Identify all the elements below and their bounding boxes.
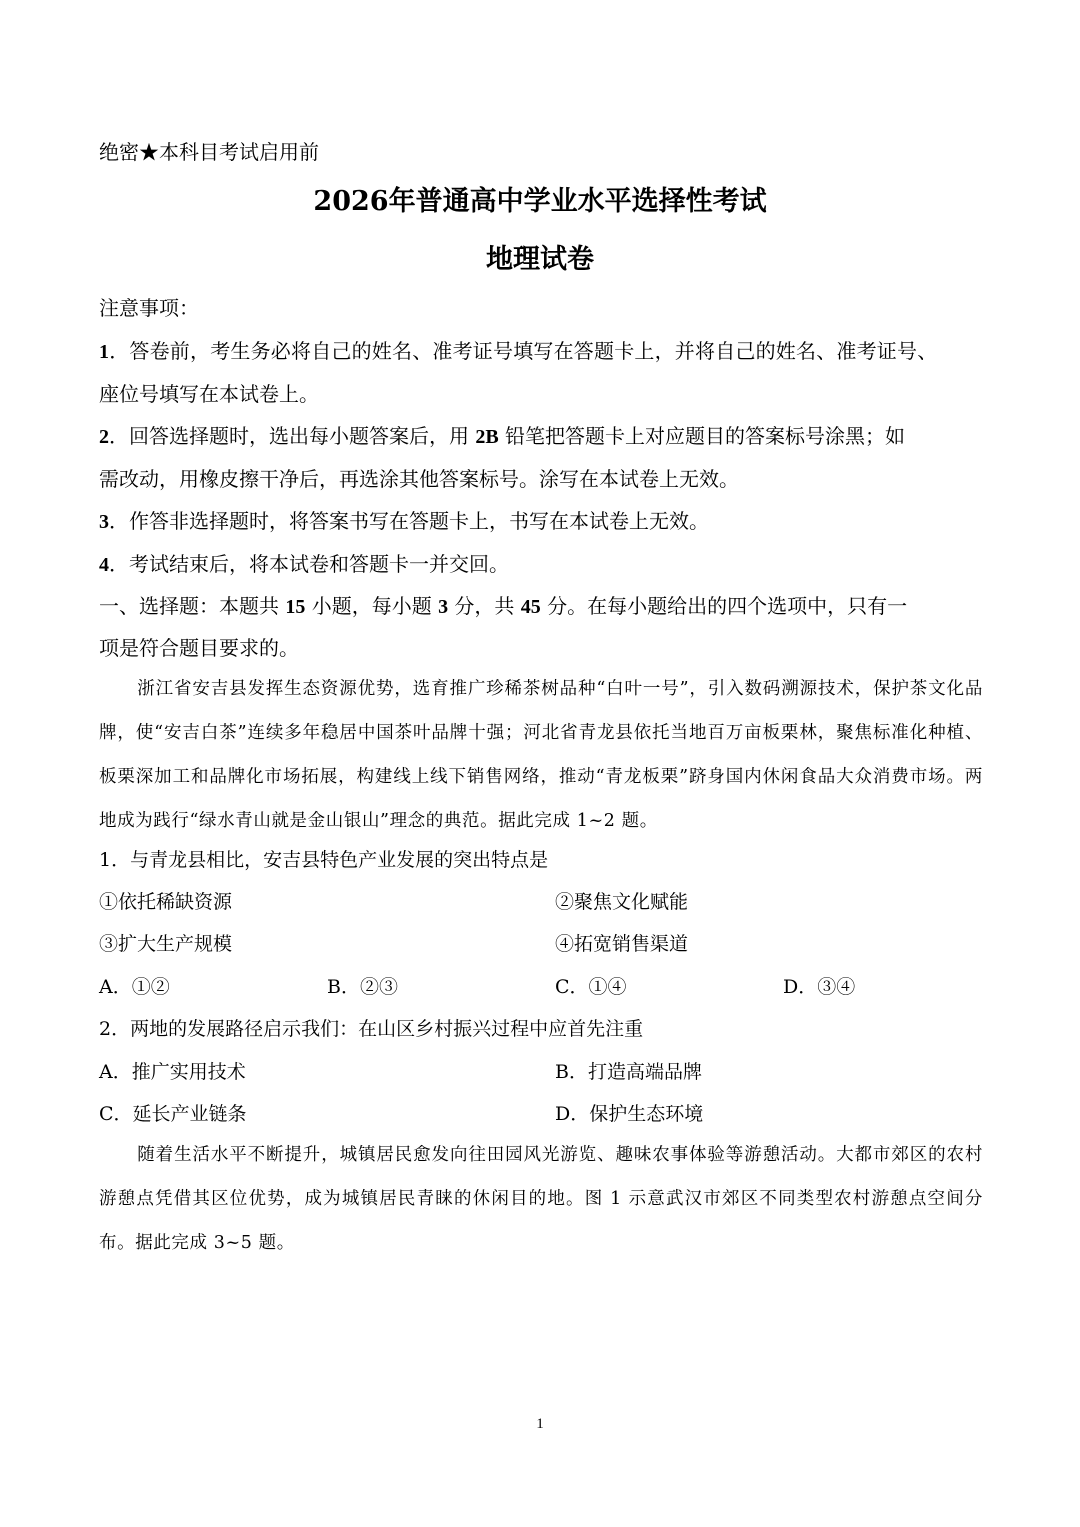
note-2: 2．回答选择题时，选出每小题答案后，用 2B 铅笔把答题卡上对应题目的答案标号涂黑；如 <box>99 424 906 448</box>
q1-item: ④拓宽销售渠道 <box>555 933 689 955</box>
q1-item: ②聚焦文化赋能 <box>555 891 689 913</box>
pencil-type: 2B <box>475 426 499 448</box>
points-total: 45 <box>520 596 541 618</box>
note-number: 3 <box>99 511 109 533</box>
note-number: 1 <box>99 341 110 363</box>
points-each: 3 <box>438 596 449 618</box>
note-text: 答卷前，考生务必将自己的姓名、准考证号填写在答题卡上，并将自己的姓名、准考证号、 <box>129 339 938 363</box>
q2-choice-c: C．延长产业链条 <box>99 1103 247 1125</box>
q2-choice-a: A．推广实用技术 <box>99 1061 246 1083</box>
q2-choice-b: B．打造高端品牌 <box>555 1061 702 1083</box>
exam-subject: 地理试卷 <box>486 244 594 275</box>
question-2-stem: 2．两地的发展路径启示我们：在山区乡村振兴过程中应首先注重 <box>99 1018 644 1040</box>
note-2-cont: 需改动，用橡皮擦干净后，再选涂其他答案标号。涂写在本试卷上无效。 <box>99 467 739 491</box>
note-3: 3．作答非选择题时，将答案书写在答题卡上，书写在本试卷上无效。 <box>99 509 709 533</box>
note-text: 铅笔把答题卡上对应题目的答案标号涂黑；如 <box>498 424 906 448</box>
section-heading: 一、选择题：本题共 15 小题，每小题 3 分，共 45 分。在每小题给出的四个选项中，只有一 <box>99 594 908 618</box>
note-4: 4．考试结束后，将本试卷和答题卡一并交回。 <box>99 552 509 576</box>
material-passage-1: 浙江省安吉县发挥生态资源优势，选育推广珍稀茶树品种“白叶一号”，引入数码溯源技术，保护茶文化品牌，使“安吉白茶”连续多年稳居中国茶叶品牌十强；河北省青龙县依托当地百万亩板栗林，聚焦标准化种植、板栗深加工和品牌化市场拓展，构建线上线下销售网络，推动“青龙板栗”跻身国内休闲食品大众消费市场。两地成为践行“绿水青山就是金山银山”理念的典范。据此完成 1~2 题。 <box>99 679 983 831</box>
note-number: 2 <box>99 426 109 448</box>
q2-choice-d: D．保护生态环境 <box>555 1103 704 1125</box>
section-heading-cont: 项是符合题目要求的。 <box>99 636 299 660</box>
q1-item: ①依托稀缺资源 <box>99 891 233 913</box>
note-number: 4 <box>99 554 109 576</box>
exam-title: 2026年普通高中学业水平选择性考试 <box>313 186 767 217</box>
q1-choice-c: C．①④ <box>555 976 627 998</box>
notes-heading: 注意事项： <box>99 296 199 320</box>
note-text: 考试结束后，将本试卷和答题卡一并交回。 <box>129 552 509 576</box>
note-text: 作答非选择题时，将答案书写在答题卡上，书写在本试卷上无效。 <box>129 509 709 533</box>
q1-item: ③扩大生产规模 <box>99 933 233 955</box>
page-number: 1 <box>536 1416 544 1432</box>
note-1: 1．答卷前，考生务必将自己的姓名、准考证号填写在答题卡上，并将自己的姓名、准考证号、 <box>99 339 938 363</box>
q1-choice-a: A．①② <box>99 976 170 998</box>
q1-choice-d: D．③④ <box>783 976 856 998</box>
note-text: 回答选择题时，选出每小题答案后，用 <box>129 424 476 448</box>
material-passage-2: 随着生活水平不断提升，城镇居民愈发向往田园风光游览、趣味农事体验等游憩活动。大都市郊区的农村游憩点凭借其区位优势，成为城镇居民青睐的休闲目的地。图 1 示意武汉市郊区不同类型农村游憩点空间分布。据此完成 3~5 题。 <box>99 1145 983 1253</box>
question-count: 15 <box>285 596 306 618</box>
q1-choice-b: B．②③ <box>327 976 398 998</box>
confidential-label: 绝密★本科目考试启用前 <box>99 140 319 164</box>
question-1-stem: 1．与青龙县相比，安吉县特色产业发展的突出特点是 <box>99 849 549 871</box>
note-1-cont: 座位号填写在本试卷上。 <box>99 382 319 406</box>
